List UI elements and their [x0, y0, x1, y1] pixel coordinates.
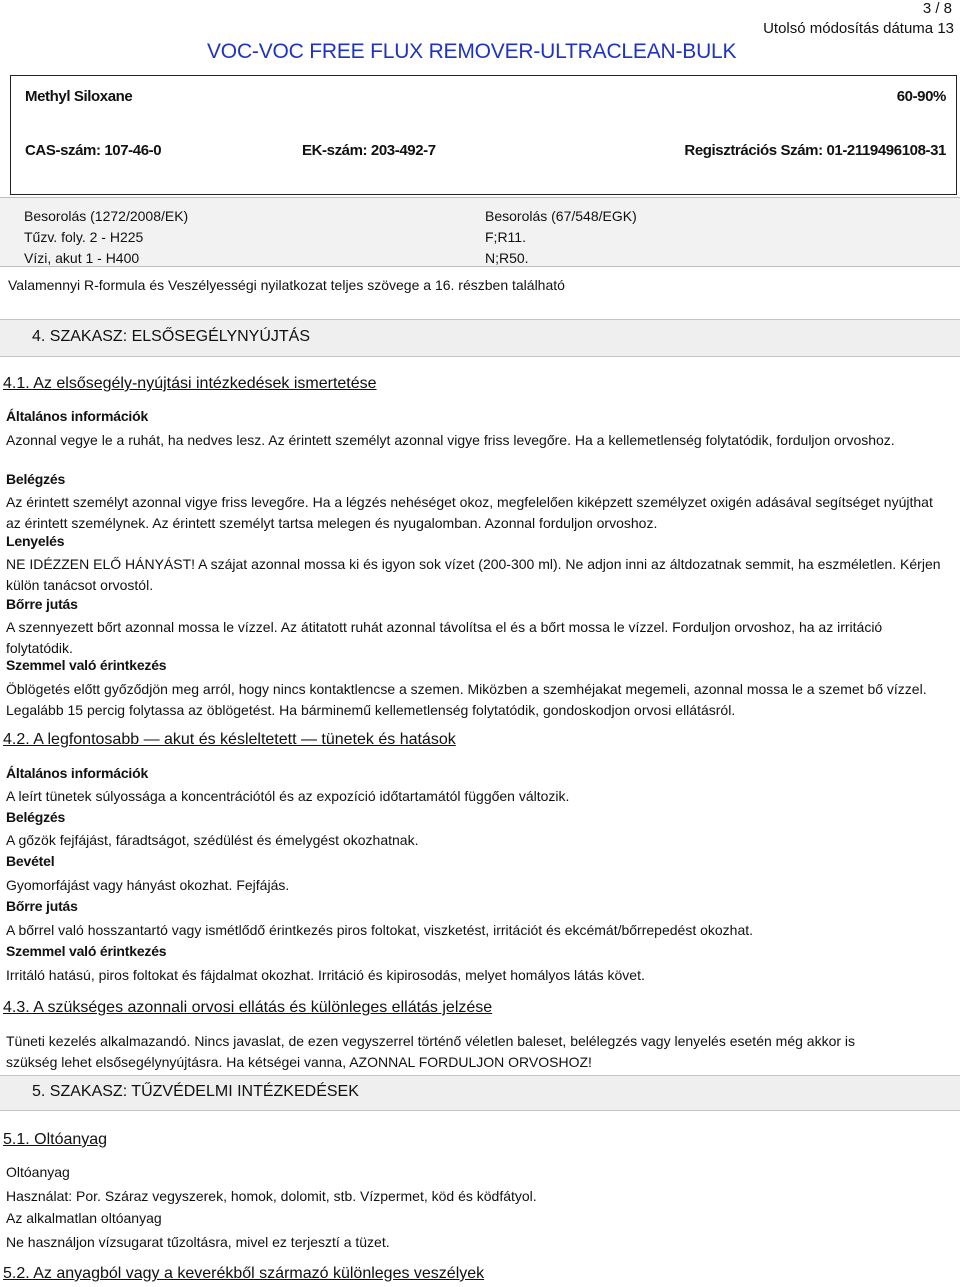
symptoms-inhalation-text: A gőzök fejfájást, fáradtságot, szédülést és émelygést okozhatnak.: [6, 832, 419, 848]
registration-number: Regisztrációs Szám: 01-2119496108-31: [684, 142, 946, 159]
extinguishing-media-label: Oltóanyag: [6, 1164, 70, 1180]
ingestion-text: NE IDÉZZEN ELŐ HÁNYÁST! A szájat azonnal mossa ki és igyon sok vízet (200-300 ml). Ne adjon inni az áltdozatnak semmit, ha eszméletlen. Kérjen külön tanácsot orvostól.: [6, 556, 941, 593]
substance-percent: 60-90%: [896, 88, 946, 105]
dsd-classification-line: F;R11.: [485, 229, 526, 245]
skin-contact-label: Bőrre jutás: [6, 596, 78, 612]
medical-attention-text: Tüneti kezelés alkalmazandó. Nincs javaslat, de ezen vegyszerrel történő véletlen baleset, belélegzés vagy lenyelés esetén még akkor is szükség lehet elsősegélynyújtásra. Ha kétségei vanna, AZONNAL FORDULJON ORVOSHOZ!: [6, 1033, 856, 1070]
section-5-title: 5. SZAKASZ: TŰZVÉDELMI INTÉZKEDÉSEK: [32, 1083, 359, 1100]
ec-number: EK-szám: 203-492-7: [302, 142, 436, 159]
symptoms-skin-label: Bőrre jutás: [6, 898, 78, 914]
dsd-classification-title: Besorolás (67/548/EGK): [485, 208, 637, 224]
unsuitable-media-label: Az alkalmatlan oltóanyag: [6, 1210, 162, 1226]
section-5-heading: [0, 1075, 960, 1111]
clp-classification-title: Besorolás (1272/2008/EK): [24, 208, 189, 224]
cas-number: CAS-szám: 107-46-0: [25, 142, 162, 159]
symptoms-eye-text: Irritáló hatású, piros foltokat és fájdalmat okozhat. Irritáció és kipirosodás, melyet homályos látás követ.: [6, 967, 645, 983]
subsection-5-1-title: 5.1. Oltóanyag: [3, 1131, 108, 1148]
symptoms-skin-text: A bőrrel való hosszantartó vagy ismétlődő érintkezés piros foltokat, viszketést, irritációt és ekcémát/bőrrepedést okozhat.: [6, 922, 754, 938]
subsection-4-1-title: 4.1. Az elsősegély-nyújtási intézkedések ismertetése: [3, 375, 377, 392]
clp-classification-line: Vízi, akut 1 - H400: [24, 250, 140, 266]
symptoms-ingestion-text: Gyomorfájást vagy hányást okozhat. Fejfájás.: [6, 877, 290, 893]
unsuitable-media-text: Ne használjon vízsugarat tűzoltásra, mivel ez terjesztí a tüzet.: [6, 1234, 390, 1250]
symptoms-general-text: A leírt tünetek súlyossága a koncentrációtól és az expozíció időtartamától függően változik.: [6, 788, 570, 804]
skin-contact-text: A szennyezett bőrt azonnal mossa le vízzel. Az átitatott ruhát azonnal távolítsa el és a bőrt mossa le vízzel. Forduljon orvoshoz, ha az irritáció folytatódik.: [6, 619, 883, 656]
symptoms-ingestion-label: Bevétel: [6, 853, 55, 869]
inhalation-text: Az érintett személyt azonnal vigye friss levegőre. Ha a légzés nehéséget okoz, megfelelően kiképzett személyzet oxigén adásával segítséget nyújthat az érintett személynek. Az érintett személyt tartsa melegen és nyugalomban. Azonnal forduljon orvoshoz.: [6, 494, 933, 531]
substance-identity-box: [10, 75, 957, 195]
general-info-label: Általános információk: [6, 408, 149, 424]
substance-name: Methyl Siloxane: [25, 88, 133, 105]
subsection-5-2-title: 5.2. Az anyagból vagy a keverékből származó különleges veszélyek: [3, 1265, 485, 1282]
section-4-title: 4. SZAKASZ: ELSŐSEGÉLYNYÚJTÁS: [32, 328, 311, 345]
clp-classification-line: Tűzv. foly. 2 - H225: [24, 229, 144, 245]
inhalation-label: Belégzés: [6, 471, 66, 487]
page-number: 3 / 8: [922, 0, 952, 17]
general-info-text: Azonnal vegye le a ruhát, ha nedves lesz. Az érintett személyt azonnal vigye friss levegőre. Ha a kellemetlenség folytatódik, forduljon orvoshoz.: [6, 432, 895, 448]
dsd-classification-line: N;R50.: [485, 250, 529, 266]
classification-box: [0, 197, 960, 267]
subsection-4-3-title: 4.3. A szükséges azonnali orvosi ellátás és különleges ellátás jelzése: [3, 999, 493, 1016]
full-text-note: Valamennyi R-formula és Veszélyességi nyilatkozat teljes szövege a 16. részben található: [8, 277, 565, 293]
eye-contact-text: Öblögetés előtt győződjön meg arról, hogy nincs kontaktlencse a szemen. Miközben a szemhéjakat megemeli, azonnal mossa le a szemet bő vízzel. Legalább 15 percig folytassa az öblögetést. Ha bárminemű kellemetlenség folytatódik, gondoskodjon orvosi ellátásról.: [6, 681, 927, 718]
subsection-4-2-title: 4.2. A legfontosabb — akut és késleltetett — tünetek és hatások: [3, 731, 456, 748]
eye-contact-label: Szemmel való érintkezés: [6, 657, 167, 673]
symptoms-general-label: Általános információk: [6, 765, 149, 781]
section-4-heading: [0, 319, 960, 357]
document-title: VOC-VOC FREE FLUX REMOVER-ULTRACLEAN-BULK: [207, 40, 737, 63]
symptoms-inhalation-label: Belégzés: [6, 809, 66, 825]
symptoms-eye-label: Szemmel való érintkezés: [6, 943, 167, 959]
ingestion-label: Lenyelés: [6, 533, 65, 549]
last-modified-date: Utolsó módosítás dátuma 13: [763, 20, 954, 37]
extinguishing-media-text: Használat: Por. Száraz vegyszerek, homok, dolomit, stb. Vízpermet, köd és ködfátyol.: [6, 1188, 537, 1204]
